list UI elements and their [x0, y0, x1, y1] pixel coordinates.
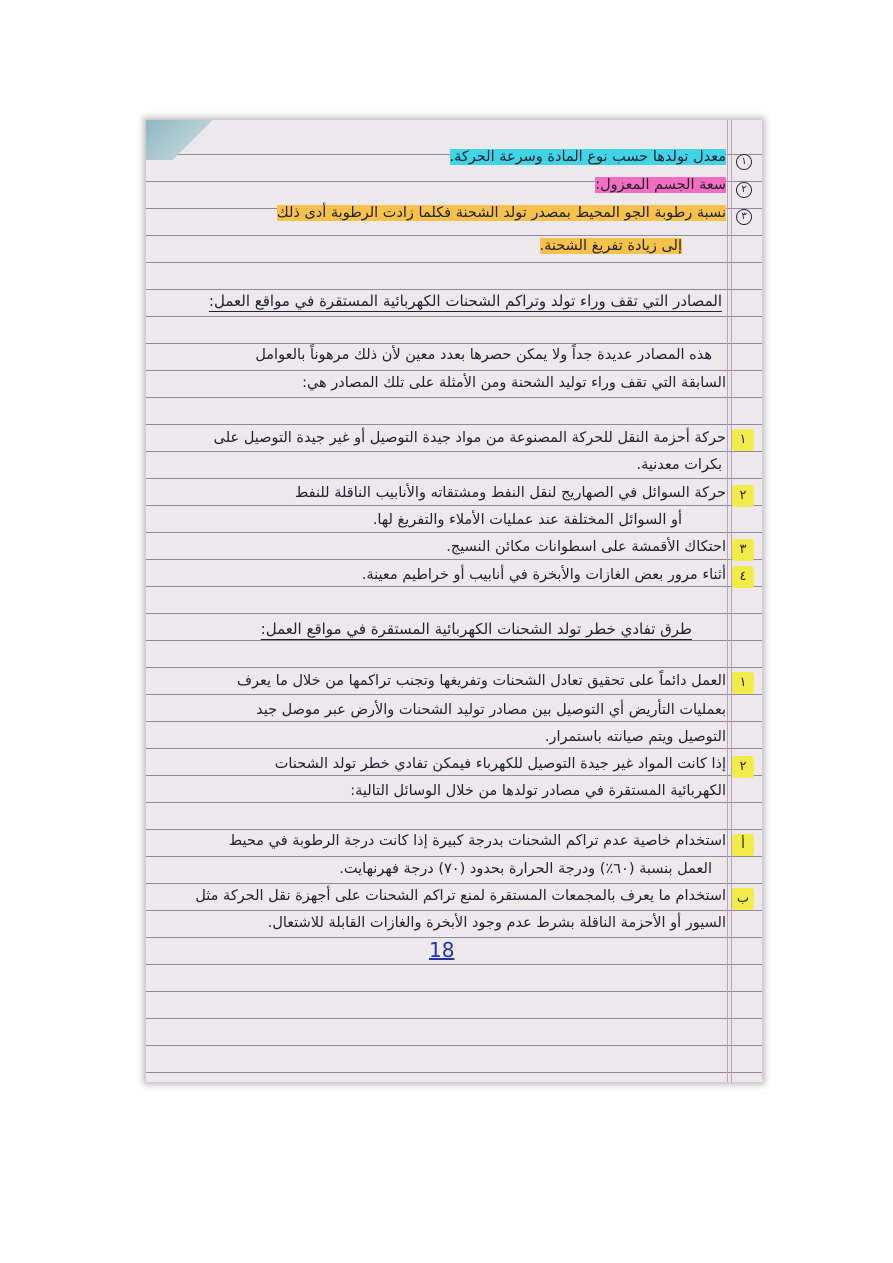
margin-line-inner	[727, 120, 728, 1082]
intro-line-1: هذه المصادر عديدة جداً ولا يمكن حصرها بعدد معين لأن ذلك مرهوناً بالعوامل	[255, 347, 712, 363]
margin-line	[731, 120, 732, 1082]
heading-ways: طرق تفادي خطر تولد الشحنات الكهربائية المستقرة في مواقع العمل:	[260, 620, 692, 638]
top-item-3-cont: إلى زيادة تفريغ الشحنة.	[539, 238, 682, 254]
sub-b-cont: السيور أو الأحزمة الناقلة بشرط عدم وجود الأبخرة والغازات القابلة للاشتعال.	[267, 915, 726, 931]
item-number: أ	[732, 834, 754, 856]
item-number: ب	[732, 888, 754, 910]
way-1: العمل دائماً على تحقيق تعادل الشحنات وتفريغها وتجنب تراكمها من خلال ما يعرف	[237, 673, 726, 689]
sub-a: استخدام خاصية عدم تراكم الشحنات بدرجة كبيرة إذا كانت درجة الرطوبة في محيط	[228, 833, 726, 849]
top-item-3: نسبة رطوبة الجو المحيط بمصدر تولد الشحنة فكلما زادت الرطوبة أدى ذلك	[276, 205, 726, 221]
intro-line-2: السابقة التي تقف وراء توليد الشحنة ومن الأمثلة على تلك المصادر هي:	[302, 375, 726, 391]
item-number: ٣	[732, 539, 754, 561]
notebook-page	[146, 120, 762, 1082]
source-2: حركة السوائل في الصهاريج لنقل النفط ومشتقاته والأنابيب الناقلة للنفط	[294, 485, 726, 501]
item-number: ٢	[732, 485, 754, 507]
way-2: إذا كانت المواد غير جيدة التوصيل للكهرباء فيمكن تفادي خطر تولد الشحنات	[274, 756, 726, 772]
item-number: ٢	[736, 182, 752, 198]
item-number: ١	[736, 154, 752, 170]
top-item-1: معدل تولدها حسب نوع المادة وسرعة الحركة.	[449, 149, 726, 165]
item-number: ٣	[736, 209, 752, 225]
source-4: أثناء مرور بعض الغازات والأبخرة في أنابيب أو خراطيم معينة.	[361, 567, 726, 583]
item-number: ٢	[732, 756, 754, 778]
sub-b: استخدام ما يعرف بالمجمعات المستقرة لمنع تراكم الشحنات على أجهزة نقل الحركة مثل	[195, 888, 726, 904]
way-1-cont: بعمليات التأريض أي التوصيل بين مصادر توليد الشحنات والأرض عبر موصل جيد	[256, 702, 726, 718]
folded-corner	[146, 120, 216, 160]
way-2-cont: الكهربائية المستقرة في مصادر تولدها من خلال الوسائل التالية:	[350, 783, 726, 799]
page-number: 18	[429, 938, 455, 962]
way-1-cont-2: التوصيل ويتم صيانته باستمرار.	[544, 729, 726, 745]
sub-a-cont: العمل بنسبة (٦٠٪) ودرجة الحرارة بحدود (٧٠) درجة فهرنهايت.	[339, 861, 712, 877]
item-number: ٤	[732, 566, 754, 588]
heading-sources: المصادر التي تقف وراء تولد وتراكم الشحنات الكهربائية المستقرة في مواقع العمل:	[208, 292, 722, 310]
top-item-2: سعة الجسم المعزول:	[595, 177, 726, 193]
source-1: حركة أحزمة النقل للحركة المصنوعة من مواد جيدة التوصيل أو غير جيدة التوصيل على	[213, 430, 726, 446]
item-number: ١	[732, 672, 754, 694]
source-3: احتكاك الأقمشة على اسطوانات مكائن النسيج.	[446, 539, 726, 555]
source-1-cont: بكرات معدنية.	[636, 457, 722, 473]
item-number: ١	[732, 429, 754, 451]
source-2-cont: أو السوائل المختلفة عند عمليات الأملاء والتفريغ لها.	[372, 512, 682, 528]
